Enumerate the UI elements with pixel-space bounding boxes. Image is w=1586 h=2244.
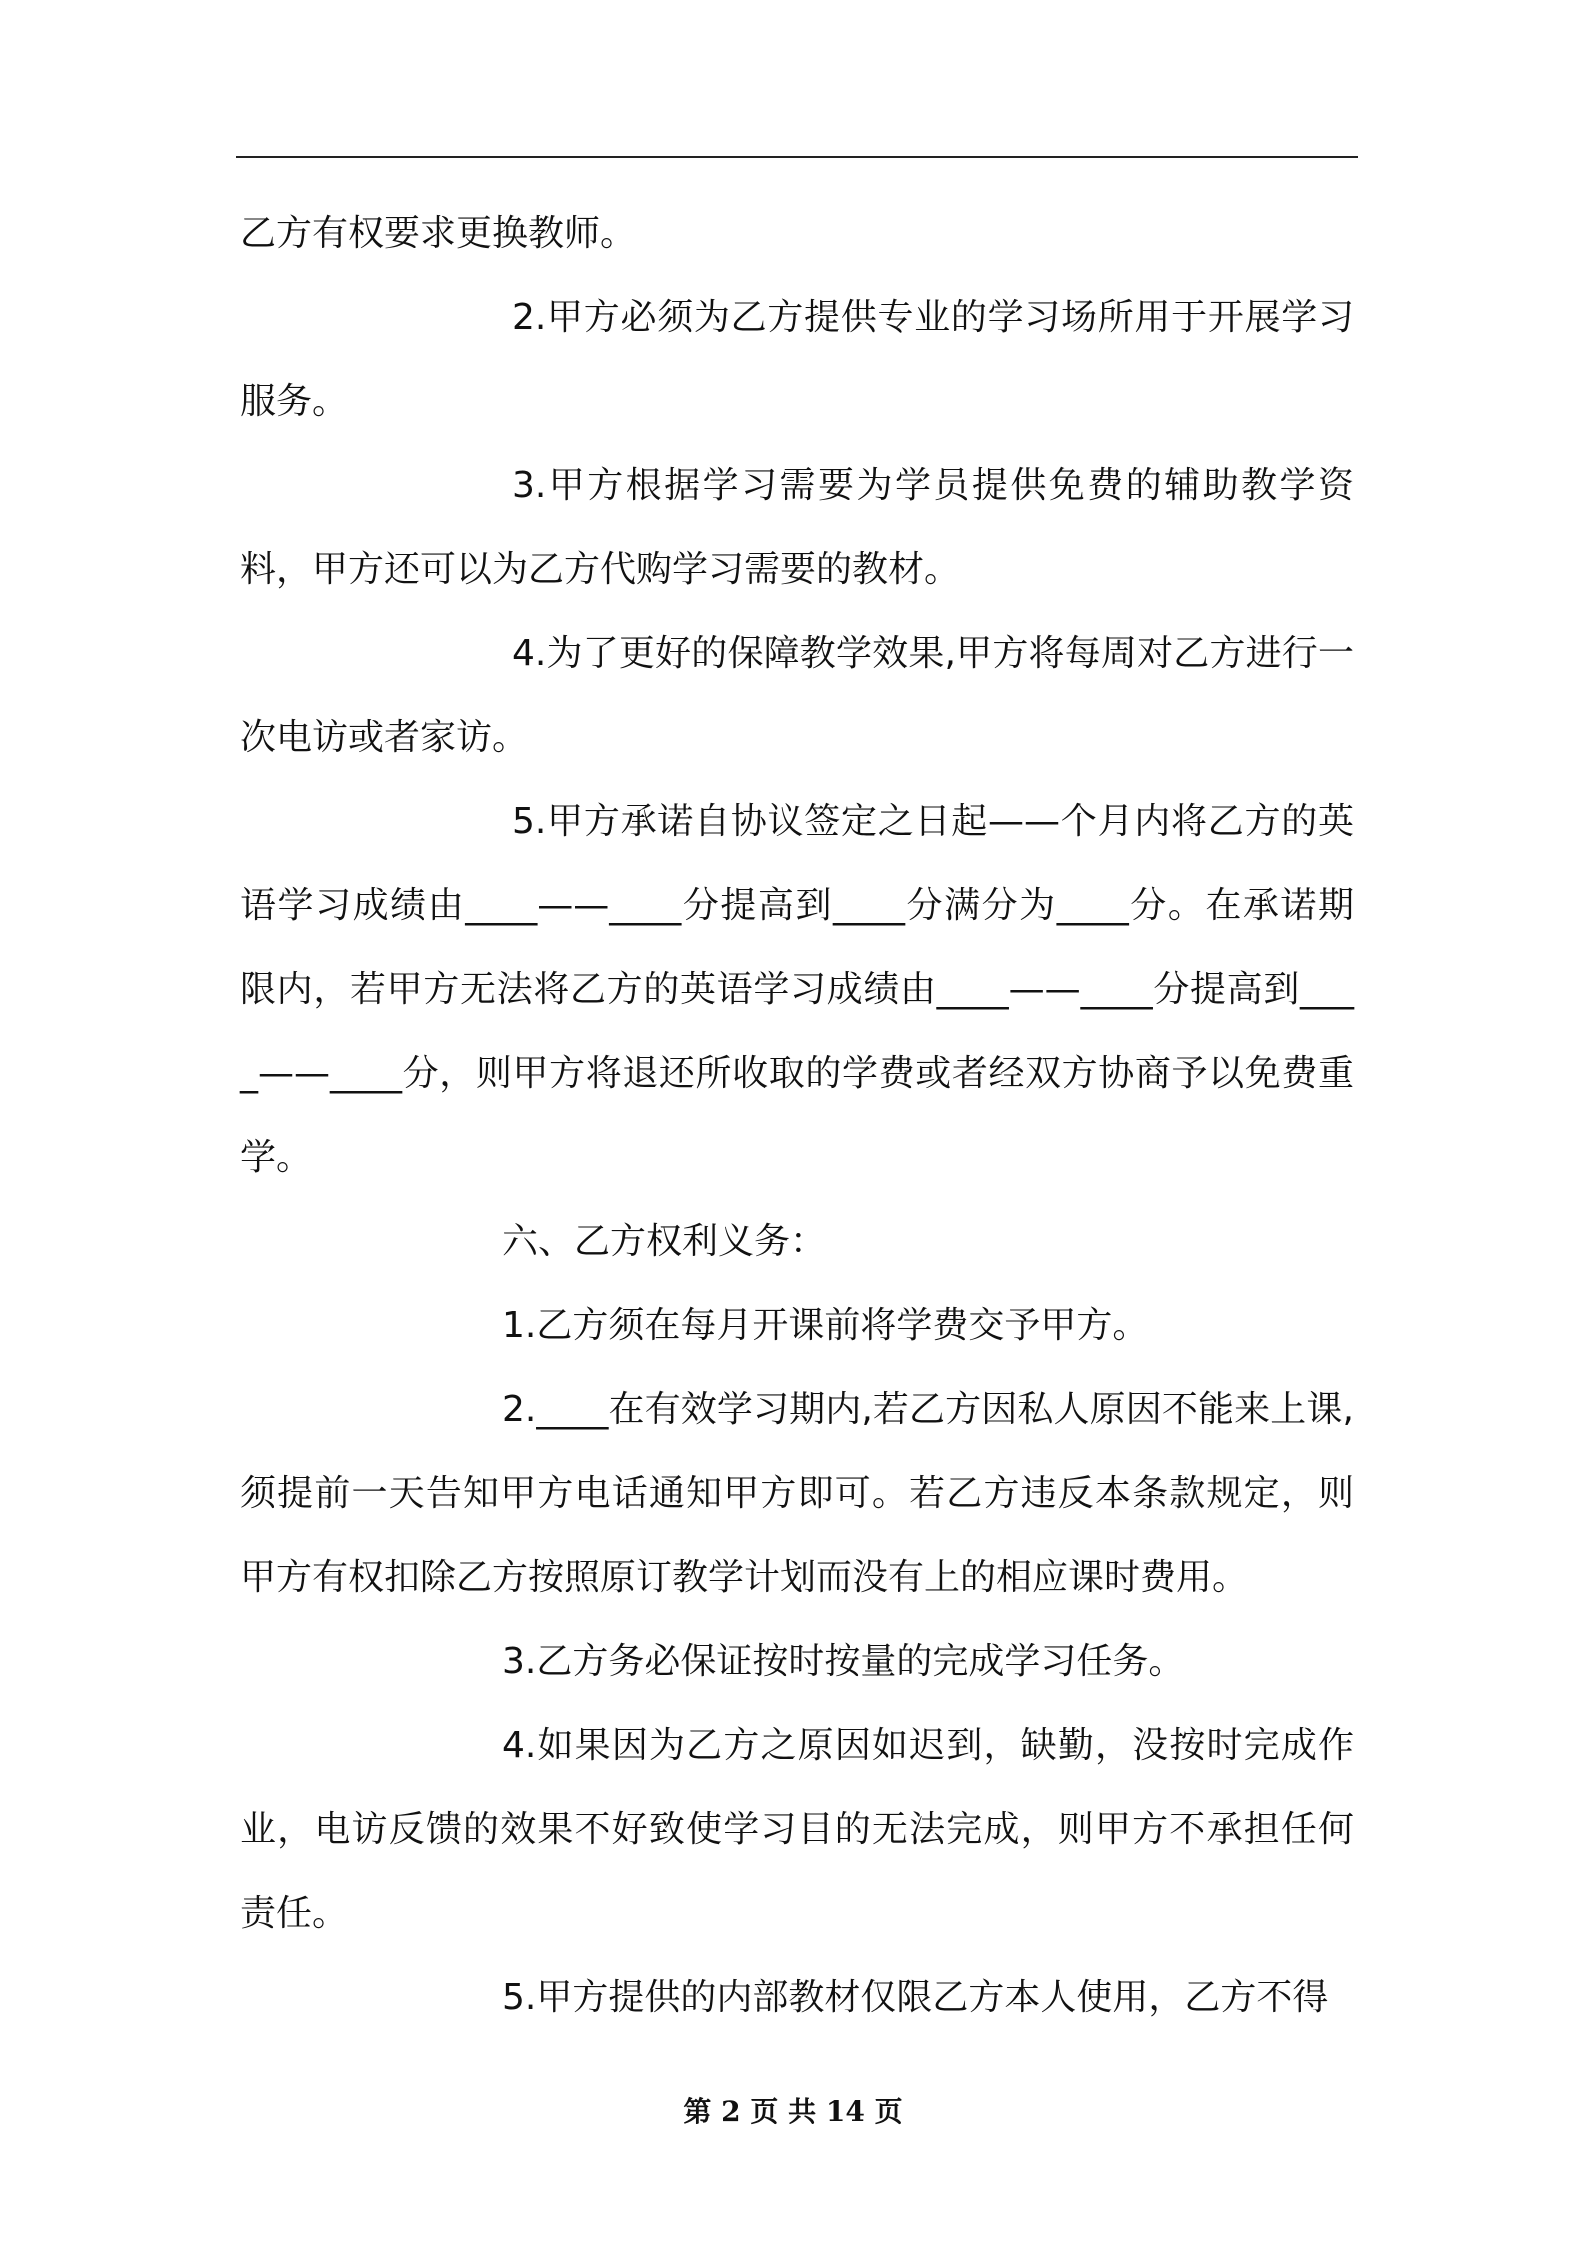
page-number-footer: 第 2 页 共 14 页 [683,2095,903,2128]
paragraph-p10: 4.如果因为乙方之原因如迟到，缺勤，没按时完成作业，电访反馈的效果不好致使学习目的无法完成，则甲方不承担任何责任。 [240,1725,1354,1934]
paragraph-p9: 3.乙方务必保证按时按量的完成学习任务。 [502,1641,1185,1682]
paragraph-p3: 3.甲方根据学习需要为学员提供免费的辅助教学资料，甲方还可以为乙方代购学习需要的教材。 [240,465,1354,590]
paragraph-p1: 乙方有权要求更换教师。 [240,213,637,254]
paragraph-p4: 4.为了更好的保障教学效果,甲方将每周对乙方进行一次电访或者家访。 [240,633,1354,758]
section-heading-party-b: 六、乙方权利义务： [502,1221,827,1262]
paragraph-p7: 1.乙方须在每月开课前将学费交予甲方。 [502,1305,1149,1346]
paragraph-p11: 5.甲方提供的内部教材仅限乙方本人使用，乙方不得 [502,1977,1329,2018]
paragraph-p2: 2.甲方必须为乙方提供专业的学习场所用于开展学习服务。 [240,297,1354,422]
header-rule [236,156,1358,158]
document-body [240,192,1354,2040]
paragraph-p5: 5.甲方承诺自协议签定之日起——个月内将乙方的英语学习成绩由____——____分提高到____分满分为____分。在承诺期限内，若甲方无法将乙方的英语学习成绩由____——____分提高到____——____分，则甲方将退还所收取的学费或者经双方协商予以免费重学。 [240,801,1354,1178]
paragraph-p8: 2.____在有效学习期内,若乙方因私人原因不能来上课,须提前一天告知甲方电话通知甲方即可。若乙方违反本条款规定，则甲方有权扣除乙方按照原订教学计划而没有上的相应课时费用。 [240,1389,1354,1598]
